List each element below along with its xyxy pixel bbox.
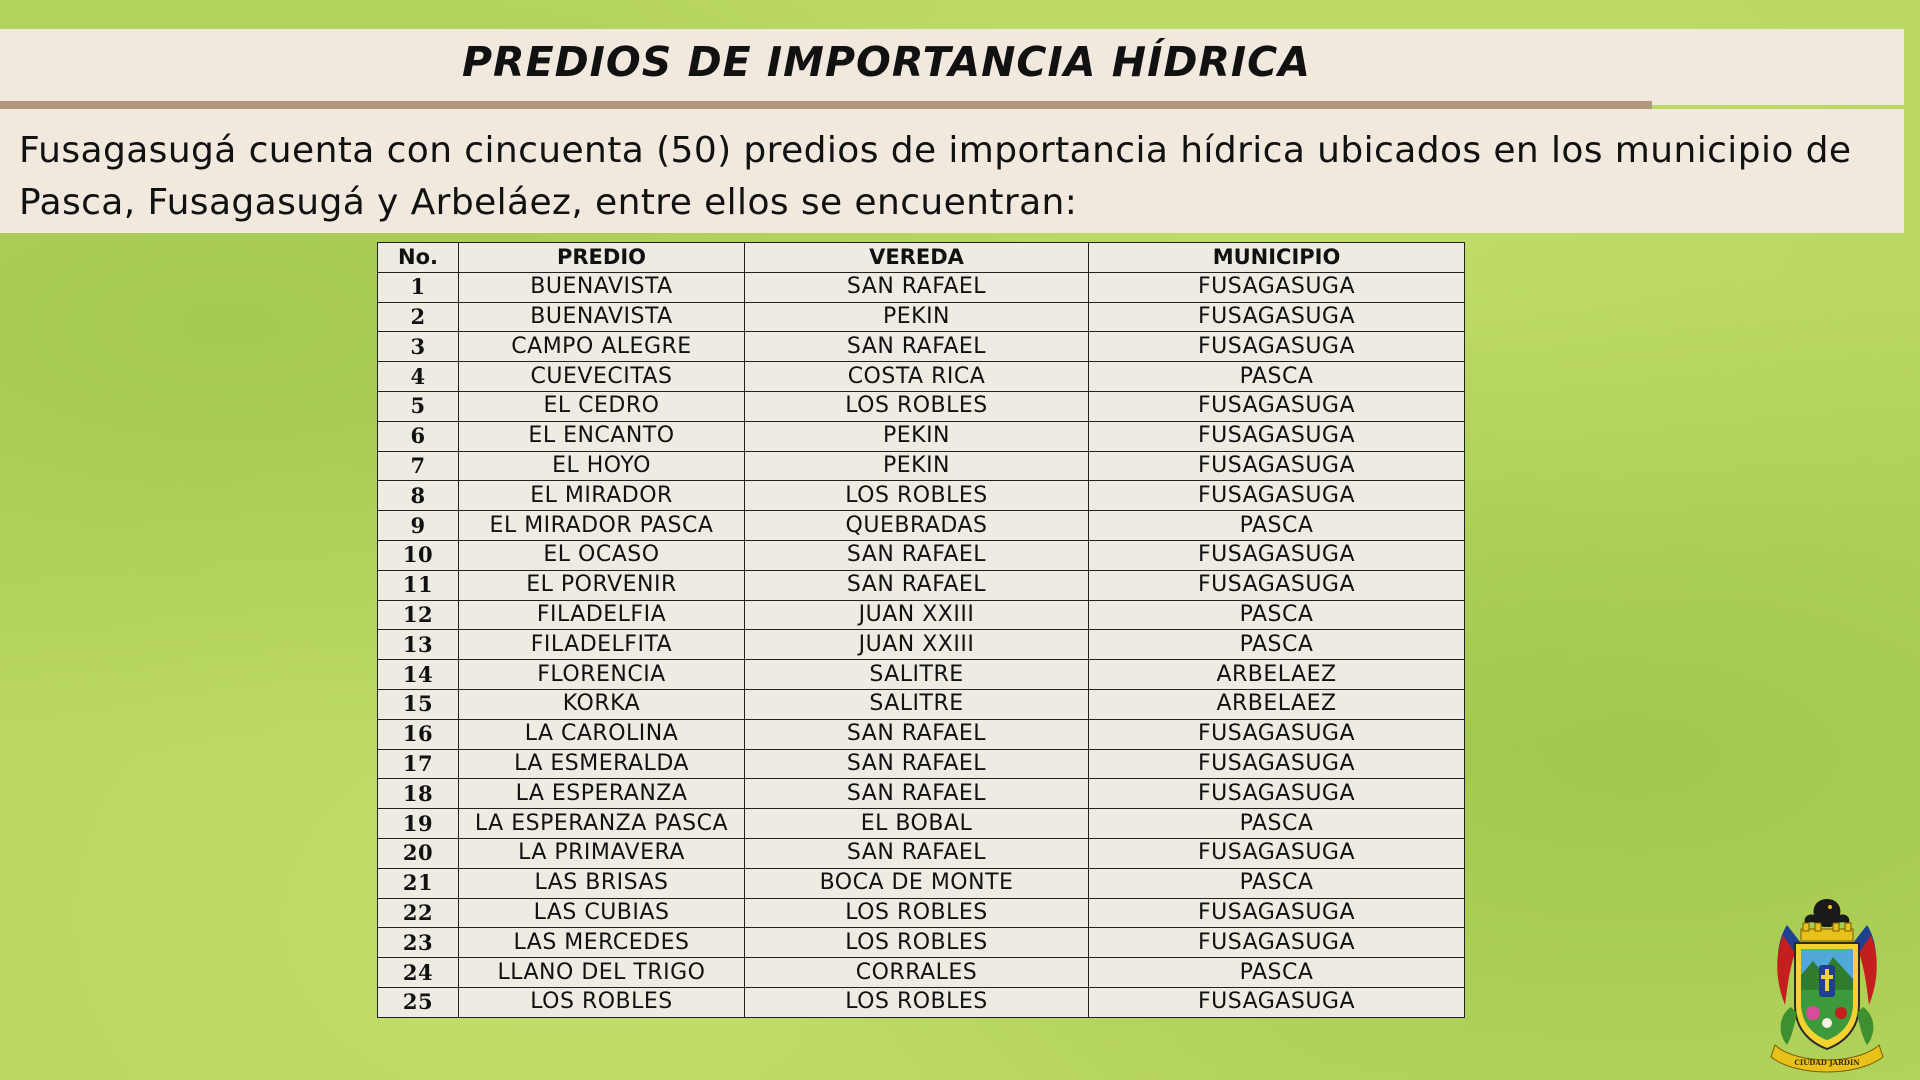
page-title: PREDIOS DE IMPORTANCIA HÍDRICA	[462, 38, 1311, 86]
cell-no: 20	[378, 838, 459, 868]
cell-no: 17	[378, 749, 459, 779]
cell-no: 6	[378, 421, 459, 451]
cell-no: 11	[378, 570, 459, 600]
cell-municipio: FUSAGASUGA	[1089, 332, 1465, 362]
cell-vereda: SAN RAFAEL	[745, 838, 1089, 868]
cell-municipio: FUSAGASUGA	[1089, 719, 1465, 749]
cell-no: 4	[378, 362, 459, 392]
cell-municipio: FUSAGASUGA	[1089, 779, 1465, 809]
cell-predio: LA ESPERANZA PASCA	[459, 809, 745, 839]
cell-vereda: SAN RAFAEL	[745, 779, 1089, 809]
cell-no: 1	[378, 272, 459, 302]
cell-no: 8	[378, 481, 459, 511]
cell-no: 12	[378, 600, 459, 630]
cell-municipio: PASCA	[1089, 868, 1465, 898]
cell-vereda: SAN RAFAEL	[745, 749, 1089, 779]
cell-predio: EL MIRADOR PASCA	[459, 511, 745, 541]
cell-vereda: COSTA RICA	[745, 362, 1089, 392]
cell-no: 3	[378, 332, 459, 362]
cell-predio: LLANO DEL TRIGO	[459, 958, 745, 988]
cell-municipio: FUSAGASUGA	[1089, 749, 1465, 779]
cell-predio: FLORENCIA	[459, 660, 745, 690]
cell-predio: KORKA	[459, 689, 745, 719]
cell-no: 13	[378, 630, 459, 660]
table-row	[378, 809, 1465, 839]
predios-table	[377, 242, 1465, 1018]
cell-vereda: LOS ROBLES	[745, 987, 1089, 1017]
crest-motto: CIUDAD JARDIN	[1794, 1058, 1860, 1067]
cell-municipio: FUSAGASUGA	[1089, 391, 1465, 421]
cell-vereda: SAN RAFAEL	[745, 570, 1089, 600]
table-body	[378, 272, 1465, 1017]
cell-no: 15	[378, 689, 459, 719]
cell-vereda: PEKIN	[745, 451, 1089, 481]
table-row	[378, 838, 1465, 868]
cell-vereda: QUEBRADAS	[745, 511, 1089, 541]
cell-municipio: ARBELAEZ	[1089, 689, 1465, 719]
cell-predio: EL HOYO	[459, 451, 745, 481]
cell-no: 10	[378, 540, 459, 570]
table-row	[378, 272, 1465, 302]
cell-vereda: SAN RAFAEL	[745, 540, 1089, 570]
cell-predio: LA PRIMAVERA	[459, 838, 745, 868]
table-row	[378, 600, 1465, 630]
cell-vereda: BOCA DE MONTE	[745, 868, 1089, 898]
cell-vereda: EL BOBAL	[745, 809, 1089, 839]
header-municipio: MUNICIPIO	[1089, 243, 1465, 273]
cell-municipio: FUSAGASUGA	[1089, 302, 1465, 332]
cell-vereda: SAN RAFAEL	[745, 272, 1089, 302]
cell-municipio: FUSAGASUGA	[1089, 898, 1465, 928]
cell-municipio: PASCA	[1089, 600, 1465, 630]
cell-municipio: FUSAGASUGA	[1089, 451, 1465, 481]
table-row	[378, 511, 1465, 541]
cell-predio: LA CAROLINA	[459, 719, 745, 749]
cell-predio: FILADELFIA	[459, 600, 745, 630]
cell-municipio: FUSAGASUGA	[1089, 421, 1465, 451]
cell-no: 5	[378, 391, 459, 421]
cell-no: 2	[378, 302, 459, 332]
cell-municipio: FUSAGASUGA	[1089, 838, 1465, 868]
cell-predio: EL PORVENIR	[459, 570, 745, 600]
cell-predio: EL OCASO	[459, 540, 745, 570]
cell-municipio: PASCA	[1089, 630, 1465, 660]
cell-predio: EL CEDRO	[459, 391, 745, 421]
table-row	[378, 987, 1465, 1017]
intro-text: Fusagasugá cuenta con cincuenta (50) predios de importancia hídrica ubicados en los municipio de Pasca, Fusagasugá y Arbeláez, entre ellos se encuentran:	[19, 130, 1852, 223]
cell-no: 23	[378, 928, 459, 958]
coat-of-arms-icon	[1757, 895, 1897, 1075]
predios-table-container	[377, 242, 1464, 1018]
cell-no: 19	[378, 809, 459, 839]
cell-vereda: JUAN XXIII	[745, 600, 1089, 630]
cell-predio: LA ESMERALDA	[459, 749, 745, 779]
table-row	[378, 689, 1465, 719]
cell-no: 24	[378, 958, 459, 988]
table-row	[378, 630, 1465, 660]
table-row	[378, 391, 1465, 421]
cell-predio: EL MIRADOR	[459, 481, 745, 511]
table-row	[378, 421, 1465, 451]
cell-predio: LA ESPERANZA	[459, 779, 745, 809]
table-row	[378, 451, 1465, 481]
cell-municipio: PASCA	[1089, 958, 1465, 988]
cell-no: 22	[378, 898, 459, 928]
cell-vereda: LOS ROBLES	[745, 928, 1089, 958]
table-row	[378, 868, 1465, 898]
table-row	[378, 660, 1465, 690]
cell-no: 16	[378, 719, 459, 749]
cell-vereda: LOS ROBLES	[745, 481, 1089, 511]
cell-vereda: SAN RAFAEL	[745, 332, 1089, 362]
cell-no: 14	[378, 660, 459, 690]
cell-municipio: FUSAGASUGA	[1089, 928, 1465, 958]
cell-municipio: FUSAGASUGA	[1089, 481, 1465, 511]
table-row	[378, 898, 1465, 928]
cell-no: 7	[378, 451, 459, 481]
header-no: No.	[378, 243, 459, 273]
cell-vereda: JUAN XXIII	[745, 630, 1089, 660]
cell-vereda: LOS ROBLES	[745, 898, 1089, 928]
cell-predio: LOS ROBLES	[459, 987, 745, 1017]
cell-vereda: LOS ROBLES	[745, 391, 1089, 421]
table-row	[378, 719, 1465, 749]
cell-municipio: FUSAGASUGA	[1089, 272, 1465, 302]
cell-municipio: PASCA	[1089, 362, 1465, 392]
table-row	[378, 958, 1465, 988]
cell-municipio: FUSAGASUGA	[1089, 540, 1465, 570]
table-row	[378, 302, 1465, 332]
table-row	[378, 481, 1465, 511]
cell-predio: CUEVECITAS	[459, 362, 745, 392]
header-predio: PREDIO	[459, 243, 745, 273]
cell-predio: BUENAVISTA	[459, 302, 745, 332]
table-row	[378, 749, 1465, 779]
cell-municipio: FUSAGASUGA	[1089, 987, 1465, 1017]
cell-vereda: PEKIN	[745, 302, 1089, 332]
cell-no: 18	[378, 779, 459, 809]
cell-municipio: ARBELAEZ	[1089, 660, 1465, 690]
table-row	[378, 779, 1465, 809]
cell-municipio: PASCA	[1089, 511, 1465, 541]
cell-vereda: SALITRE	[745, 689, 1089, 719]
table-row	[378, 332, 1465, 362]
table-row	[378, 570, 1465, 600]
cell-municipio: FUSAGASUGA	[1089, 570, 1465, 600]
table-row	[378, 362, 1465, 392]
table-row	[378, 928, 1465, 958]
cell-predio: LAS BRISAS	[459, 868, 745, 898]
cell-predio: EL ENCANTO	[459, 421, 745, 451]
cell-no: 25	[378, 987, 459, 1017]
header-vereda: VEREDA	[745, 243, 1089, 273]
table-row	[378, 540, 1465, 570]
cell-municipio: PASCA	[1089, 809, 1465, 839]
cell-predio: FILADELFITA	[459, 630, 745, 660]
cell-predio: LAS CUBIAS	[459, 898, 745, 928]
table-header-row	[378, 243, 1465, 273]
cell-vereda: PEKIN	[745, 421, 1089, 451]
cell-no: 9	[378, 511, 459, 541]
title-underline	[0, 101, 1652, 109]
cell-predio: CAMPO ALEGRE	[459, 332, 745, 362]
cell-vereda: SALITRE	[745, 660, 1089, 690]
cell-no: 21	[378, 868, 459, 898]
cell-predio: BUENAVISTA	[459, 272, 745, 302]
cell-vereda: CORRALES	[745, 958, 1089, 988]
cell-vereda: SAN RAFAEL	[745, 719, 1089, 749]
cell-predio: LAS MERCEDES	[459, 928, 745, 958]
